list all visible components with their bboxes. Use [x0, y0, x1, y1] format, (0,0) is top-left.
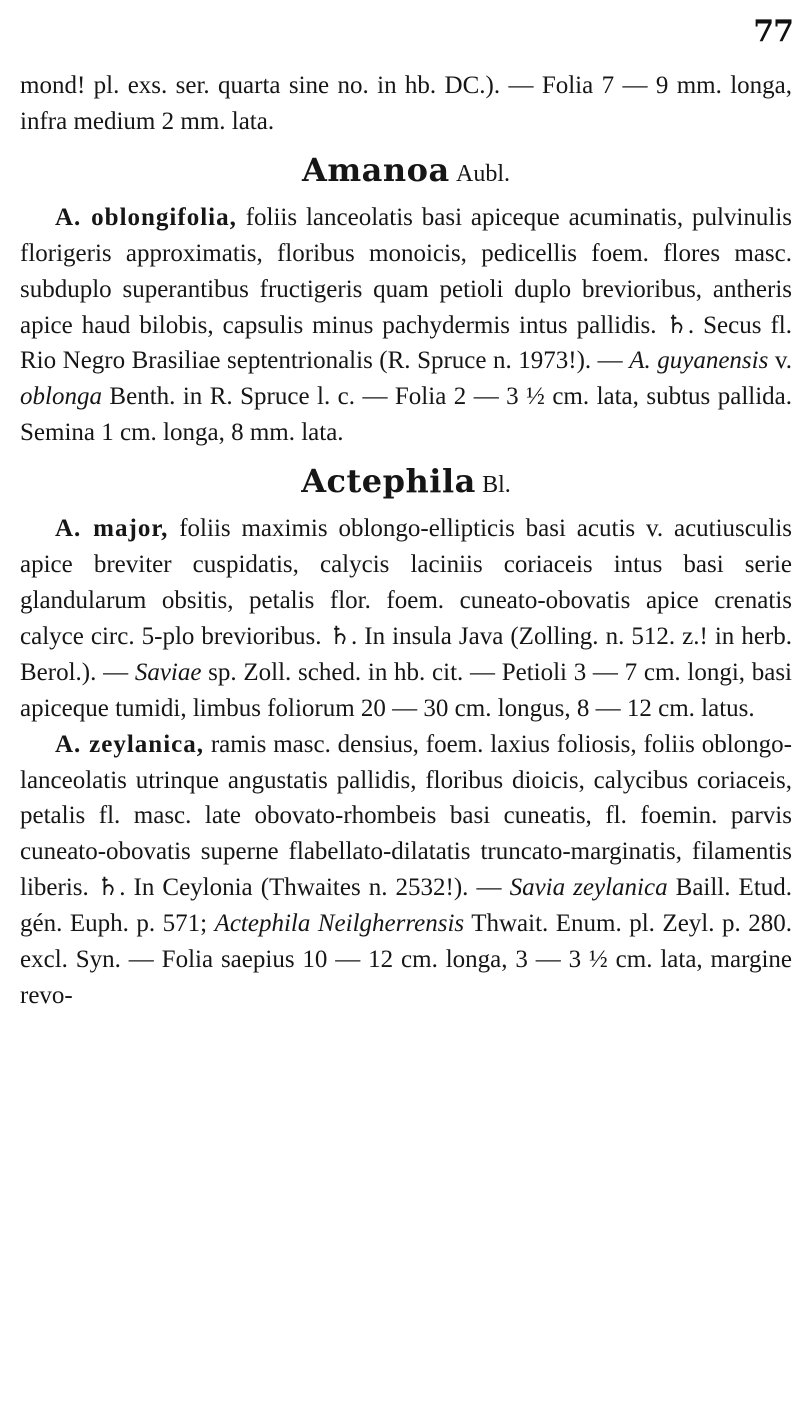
species-text: Thwait. Enum. pl. Zeyl. p. 280. excl. Syn. — Folia saepius 10 — 12 cm. longa, 3 — 3 ½ cm. lata, margine revo-	[20, 910, 792, 1009]
synonym-variety: oblonga	[20, 383, 102, 411]
species-entry-actephila-zeylanica	[20, 727, 792, 1014]
synonym-name: Saviae	[134, 658, 202, 686]
species-name: A. zeylanica,	[55, 730, 204, 758]
species-description: foliis maximis oblongo-ellipticis basi acutis v. acutiusculis apice breviter cuspidatis, calycis laciniis coriaceis intus basi serie glandularum obsitis, petalis flor. foem. cuneato-obovatis apice crenatis calyce circ. 5-plo brevioribus. ♄. In insula Java (Zolling. n. 512. z.! in herb. Berol.). —	[20, 515, 792, 686]
page-body	[20, 68, 792, 1014]
species-name: A. oblongifolia,	[55, 203, 237, 231]
species-name: A. major,	[55, 515, 169, 543]
genus-author-actephila: Bl.	[482, 472, 511, 499]
species-text: v.	[774, 347, 792, 375]
species-description: foliis lanceolatis basi apiceque acuminatis, pulvinulis florigeris approximatis, floribus monoicis, pedicellis foem. flores masc. subduplo superantibus fructigeris quam petioli duplo brevioribus, antheris apice haud bilobis, capsulis minus pachydermis intus pallidis. ♄. Secus fl. Rio Negro Brasiliae septentrionalis (R. Spruce n. 1973!). —	[20, 203, 793, 375]
species-entry-actephila-major	[20, 511, 792, 726]
species-entry-amanoa-oblongifolia	[20, 200, 792, 451]
continuation-text: mond! pl. exs. ser. quarta sine no. in hb. DC.). — Folia 7 — 9 mm. longa, infra medium 2 mm. lata.	[20, 72, 792, 135]
synonym-name: A. guyanensis	[629, 347, 769, 375]
synonym-name: Actephila Neilgherrensis	[214, 910, 465, 938]
species-text: Benth. in R. Spruce l. c. — Folia 2 — 3 ½ cm. lata, subtus pallida. Semina 1 cm. longa, 8 mm. lata.	[20, 383, 792, 447]
species-text: sp. Zoll. sched. in hb. cit. — Petioli 3 — 7 cm. longi, basi apiceque tumidi, limbus foliorum 20 — 30 cm. longus, 8 — 12 cm. latus.	[20, 658, 792, 722]
synonym-name: Savia zeylanica	[509, 874, 668, 902]
species-text: Baill. Etud. gén. Euph. p. 571;	[20, 874, 793, 938]
genus-name-actephila: Actephila	[301, 462, 476, 501]
page-number: 77	[753, 14, 793, 49]
genus-heading-actephila	[20, 461, 792, 505]
genus-heading-amanoa	[20, 150, 792, 194]
genus-author-amanoa: Aubl.	[456, 160, 510, 187]
genus-name-amanoa: Amanoa	[301, 150, 450, 189]
species-description: ramis masc. densius, foem. laxius foliosis, foliis oblongo-lanceolatis utrinque angustatis pallidis, floribus dioicis, calycibus coriaceis, petalis fl. masc. late obovato-rhombeis basi cuneatis, fl. foemin. parvis cuneato-obovatis superne flabellato-dilatatis truncato-marginatis, filamentis liberis. ♄. In Ceylonia (Thwaites n. 2532!). —	[20, 730, 792, 902]
continuation-paragraph	[20, 68, 792, 140]
